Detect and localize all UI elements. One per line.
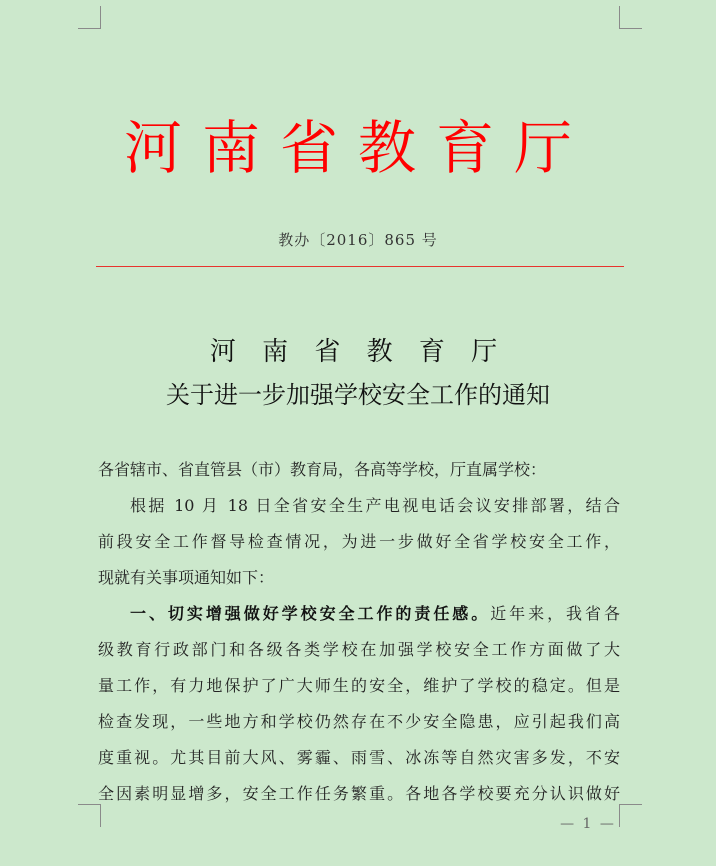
- section-1-line: 全因素明显增多，安全工作任务繁重。各地各学校要充分认识做好: [98, 784, 620, 803]
- paragraph-1-line: 根据 10 月 18 日全省安全生产电视电话会议安排部署，结合: [130, 496, 620, 515]
- addressee-line: 各省辖市、省直管县（市）教育局，各高等学校，厅直属学校：: [98, 460, 547, 479]
- letterhead-red-rule: [96, 266, 624, 267]
- page-number: — 1 —: [560, 816, 616, 832]
- section-1-line: 检查发现，一些地方和学校仍然存在不少安全隐患，应引起我们高: [98, 712, 620, 731]
- margin-corner-top-left: [78, 6, 101, 29]
- document-number: 教办〔2016〕865 号: [278, 231, 438, 249]
- letterhead-org-title: 河南省教育厅: [123, 114, 592, 182]
- section-1-line: 量工作，有力地保护了广大师生的安全，维护了学校的稳定。但是: [98, 676, 620, 695]
- paragraph-1-line: 前段安全工作督导检查情况，为进一步做好全省学校安全工作，: [98, 532, 620, 551]
- notice-title-subject: 关于进一步加强学校安全工作的通知: [166, 381, 550, 409]
- section-1-line: 度重视。尤其目前大风、雾霾、雨雪、冰冻等自然灾害多发，不安: [98, 748, 620, 767]
- margin-corner-bottom-left: [78, 804, 101, 827]
- margin-corner-top-right: [619, 6, 642, 29]
- paragraph-1-line: 现就有关事项通知如下：: [98, 568, 275, 587]
- notice-title-issuer: 河 南 省 教 育 厅: [209, 337, 507, 367]
- section-1-line: 级教育行政部门和各级各类学校在加强学校安全工作方面做了大: [98, 640, 620, 659]
- section-1-first-line: [130, 602, 620, 626]
- section-1-heading: 一、切实增强做好学校安全工作的责任感。: [130, 604, 491, 623]
- section-1-first-line-text: 近年来，我省各: [490, 604, 620, 623]
